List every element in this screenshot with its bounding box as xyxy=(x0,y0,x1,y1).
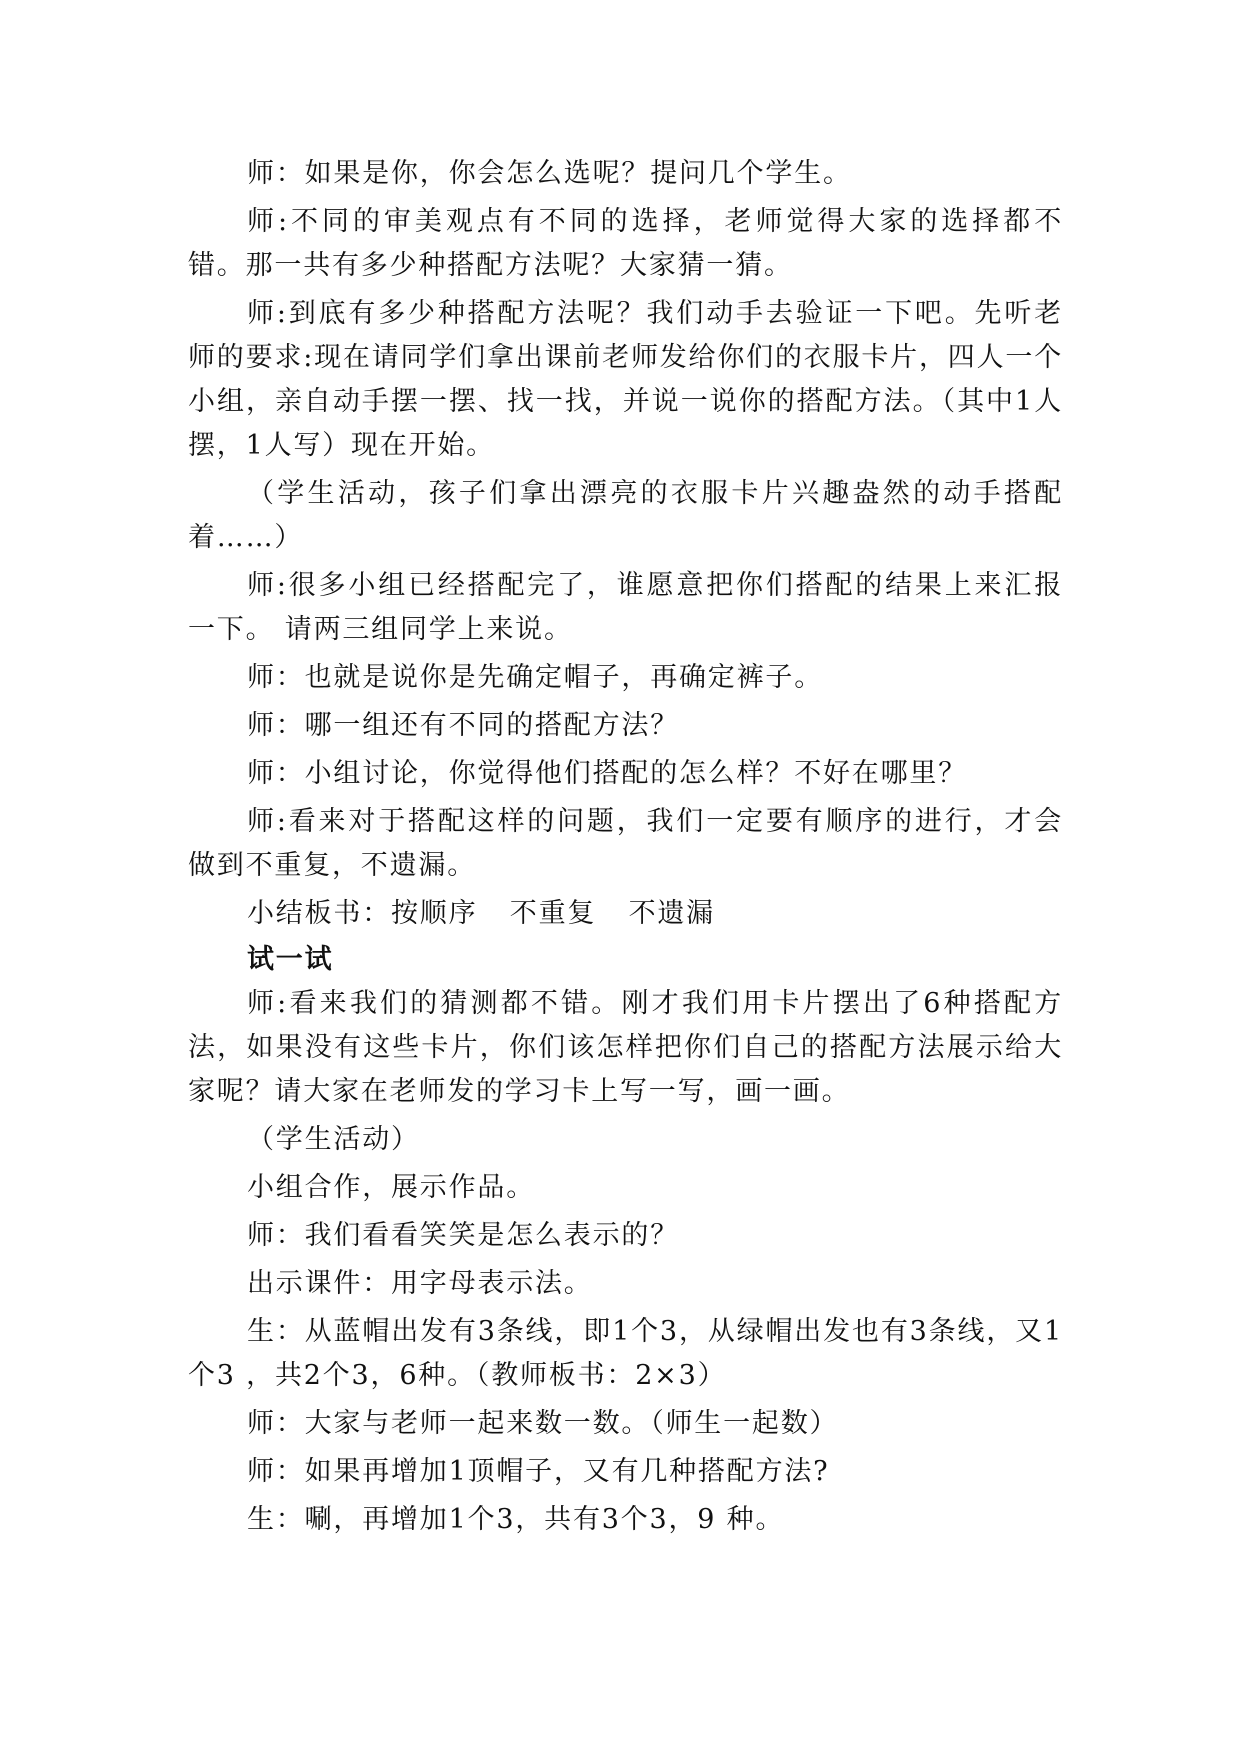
paragraph-xiaoxiao: 师：我们看看笑笑是怎么表示的？ xyxy=(247,1220,679,1251)
paragraph-aesthetic-choice: 师:不同的审美观点有不同的选择，老师觉得大家的选择都不错。那一共有多少种搭配方法呢？大家猜一猜。 xyxy=(188,206,1063,281)
paragraph-courseware: 出示课件：用字母表示法。 xyxy=(247,1268,593,1299)
paragraph-order-matters: 师:看来对于搭配这样的问题，我们一定要有顺序的进行，才会做到不重复，不遗漏。 xyxy=(188,806,1063,881)
paragraph-add-hat: 师：如果再增加1顶帽子，又有几种搭配方法? xyxy=(247,1456,830,1487)
section-heading-try: 试一试 xyxy=(247,944,334,975)
paragraph-show-method: 师:看来我们的猜测都不错。刚才我们用卡片摆出了6种搭配方法，如果没有这些卡片，你们该怎样把你们自己的搭配方法展示给大家呢？请大家在老师发的学习卡上写一写，画一画。 xyxy=(188,988,1063,1107)
document-page xyxy=(188,152,1063,1542)
paragraph-group-work: 小组合作，展示作品。 xyxy=(247,1172,535,1203)
paragraph-count-together: 师：大家与老师一起来数一数。（师生一起数） xyxy=(247,1408,839,1439)
paragraph-student-activity: （学生活动，孩子们拿出漂亮的衣服卡片兴趣盎然的动手搭配着……） xyxy=(188,478,1063,553)
paragraph-student-activity-2: （学生活动） xyxy=(247,1124,420,1155)
paragraph-hat-first: 师：也就是说你是先确定帽子，再确定裤子。 xyxy=(247,662,823,693)
paragraph-group-report: 师:很多小组已经搭配完了，谁愿意把你们搭配的结果上来汇报一下。 请两三组同学上来说。 xyxy=(188,570,1063,645)
paragraph-group-discussion: 师：小组讨论，你觉得他们搭配的怎么样？不好在哪里？ xyxy=(247,758,967,789)
paragraph-teacher-question: 师：如果是你，你会怎么选呢？提问几个学生。 xyxy=(247,158,852,189)
paragraph-nine-ways: 生：唰，再增加1个3，共有3个3，9 种。 xyxy=(247,1504,785,1535)
paragraph-other-method: 师：哪一组还有不同的搭配方法？ xyxy=(247,710,679,741)
paragraph-student-lines: 生：从蓝帽出发有3条线，即1个3，从绿帽出发也有3条线，又1个3 ，共2个3，6种。（教师板书：2×3） xyxy=(188,1316,1063,1391)
paragraph-summary-board: 小结板书：按顺序 不重复 不遗漏 xyxy=(247,898,715,929)
paragraph-verify-activity: 师:到底有多少种搭配方法呢？我们动手去验证一下吧。先听老师的要求:现在请同学们拿出课前老师发给你们的衣服卡片，四人一个小组，亲自动手摆一摆、找一找，并说一说你的搭配方法。（其中1人摆，1人写）现在开始。 xyxy=(188,298,1063,461)
